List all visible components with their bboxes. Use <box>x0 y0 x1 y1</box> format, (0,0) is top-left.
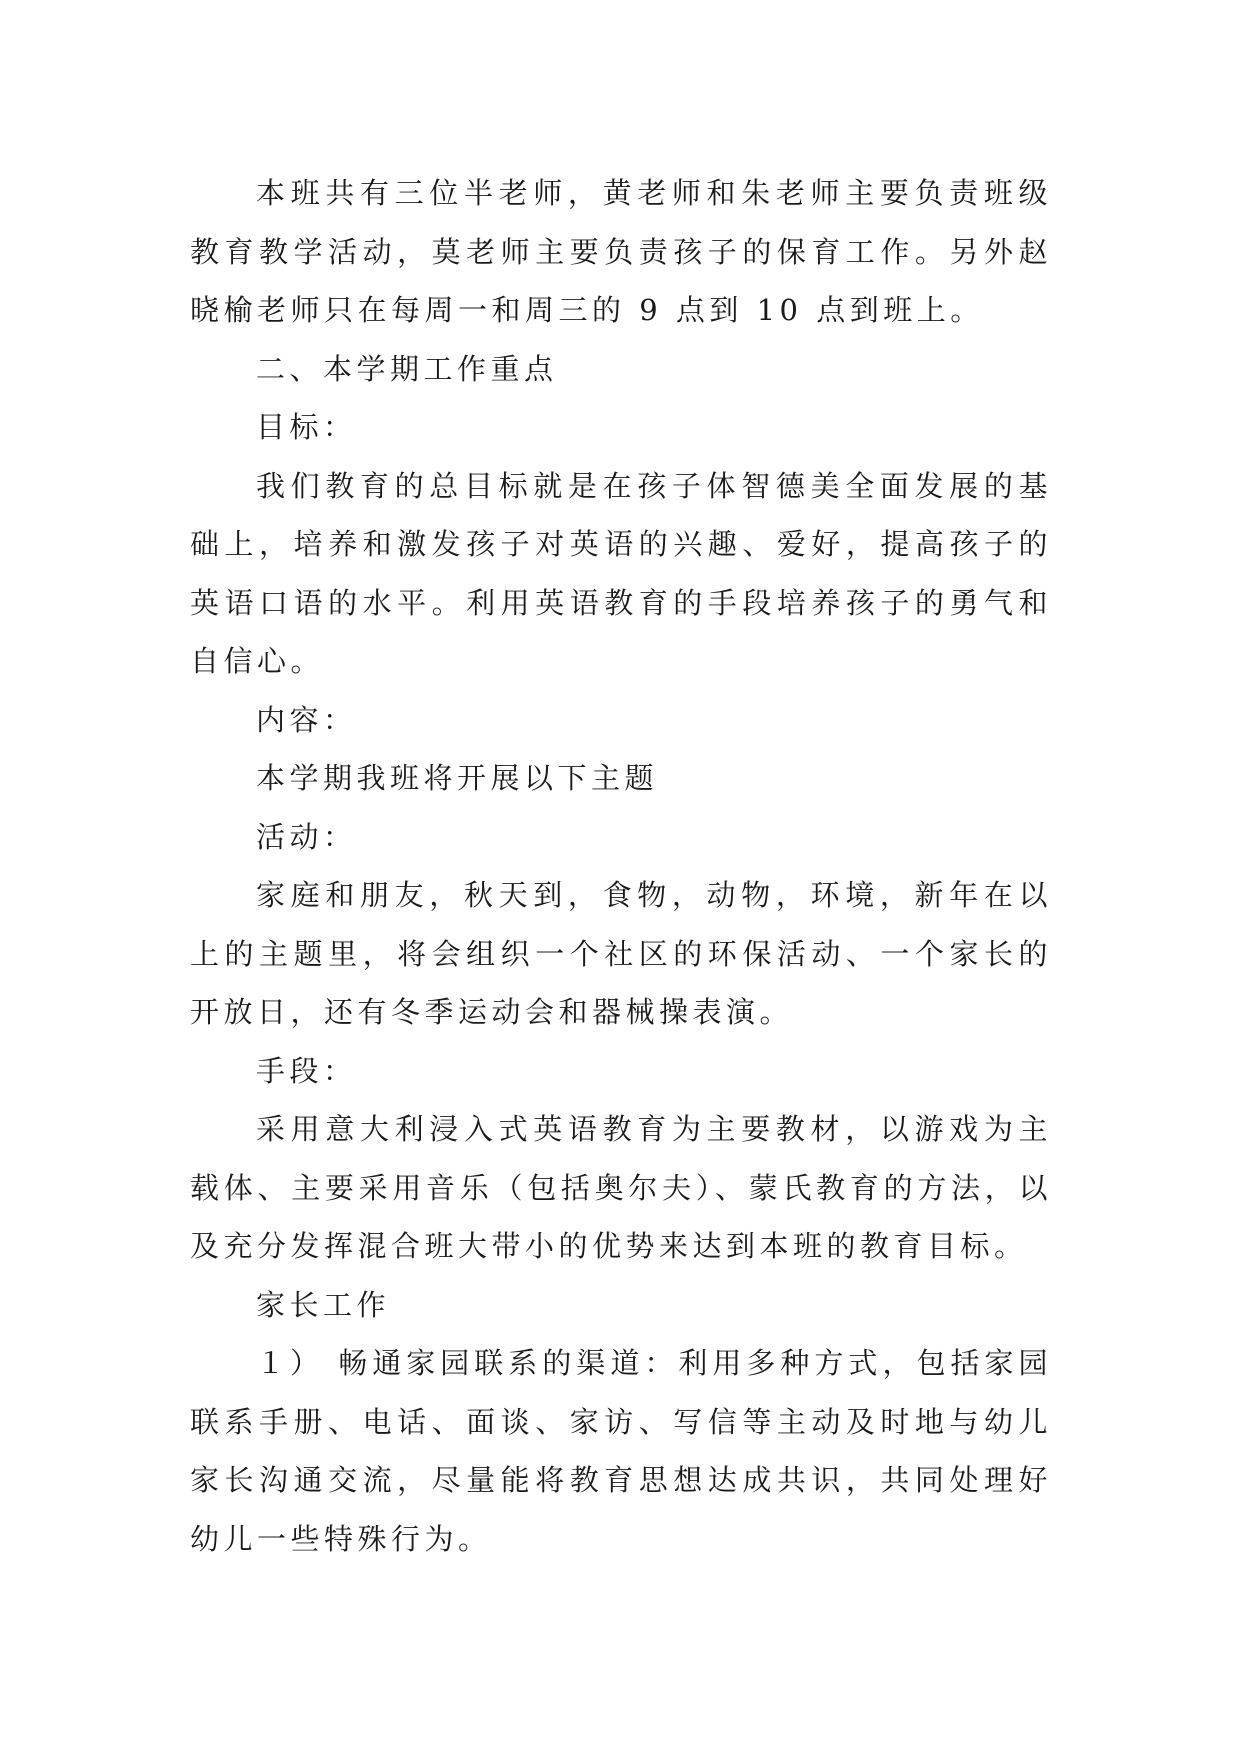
paragraph-methods: 采用意大利浸入式英语教育为主要教材，以游戏为主载体、主要采用音乐（包括奥尔夫）、蒙氏教育的方法，以及充分发挥混合班大带小的优势来达到本班的教育目标。 <box>190 1112 1052 1263</box>
paragraph-parent-communication: １） 畅通家园联系的渠道：利用多种方式，包括家园联系手册、电话、面谈、家访、写信等主动及时地与幼儿家长沟通交流，尽量能将教育思想达成共识，共同处理好幼儿一些特殊行为。 <box>190 1346 1052 1556</box>
paragraph-themes-intro: 本学期我班将开展以下主题 <box>256 761 659 795</box>
label-goal: 目标： <box>256 410 357 444</box>
section-heading-work-focus: 二、本学期工作重点 <box>256 351 558 386</box>
label-content: 内容： <box>256 702 357 737</box>
label-activities: 活动： <box>256 819 357 854</box>
paragraph-activities: 家庭和朋友，秋天到，食物，动物，环境，新年在以上的主题里，将会组织一个社区的环保活动、一个家长的开放日，还有冬季运动会和器械操表演。 <box>190 878 1052 1029</box>
document-body <box>190 164 1052 1568</box>
label-parent-work: 家长工作 <box>256 1287 391 1322</box>
paragraph-teachers: 本班共有三位半老师，黄老师和朱老师主要负责班级教育教学活动，莫老师主要负责孩子的保育工作。另外赵晓榆老师只在每周一和周三的 9 点到 10 点到班上。 <box>190 176 1052 327</box>
label-methods: 手段： <box>256 1053 357 1088</box>
paragraph-goal: 我们教育的总目标就是在孩子体智德美全面发展的基础上，培养和激发孩子对英语的兴趣、爱好，提高孩子的英语口语的水平。利用英语教育的手段培养孩子的勇气和自信心。 <box>190 468 1052 678</box>
